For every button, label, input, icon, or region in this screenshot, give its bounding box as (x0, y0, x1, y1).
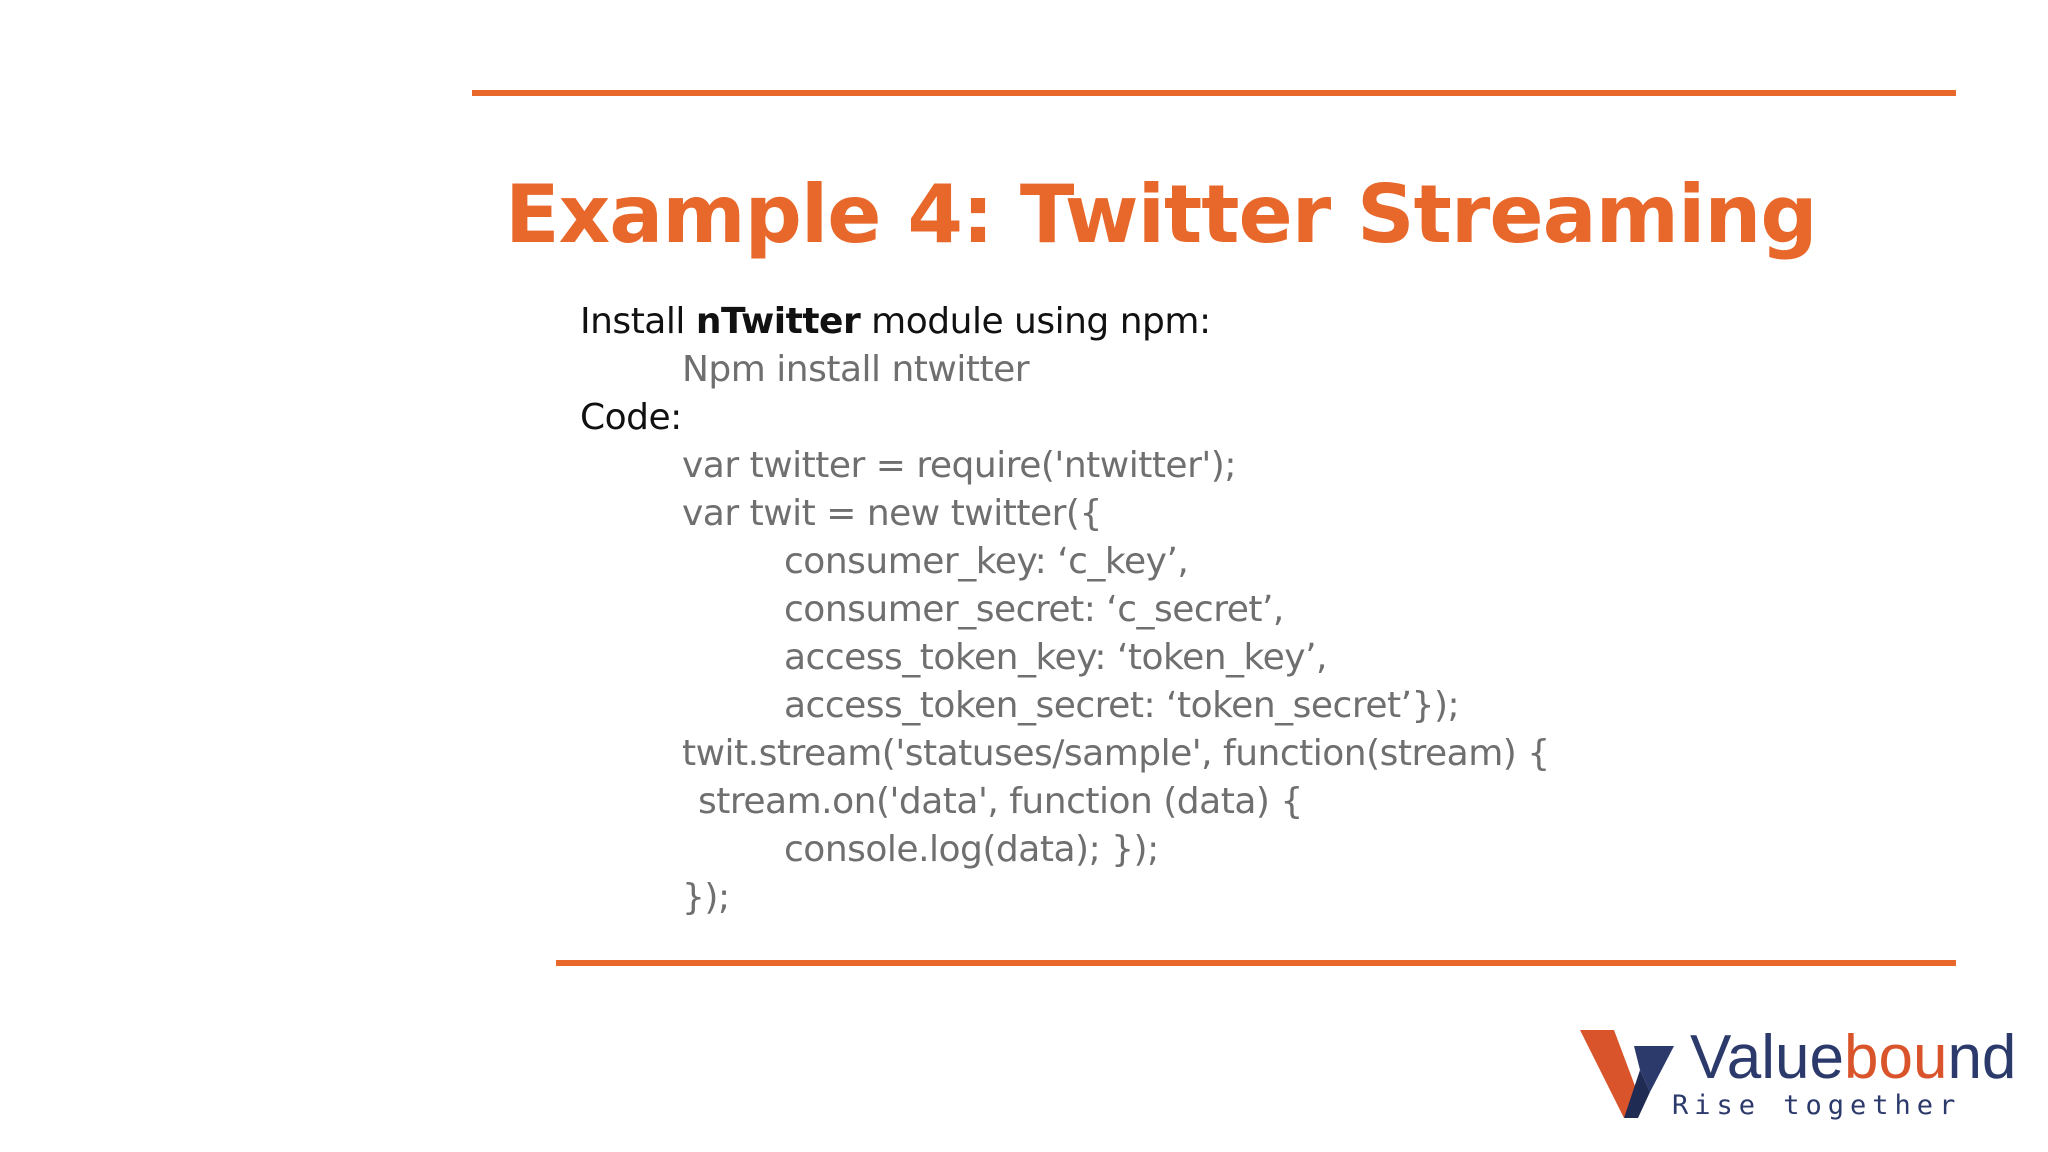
logo-mark-icon (1580, 1030, 1674, 1118)
logo-word-last: nd (1947, 1023, 2017, 1092)
logo-word-accent: bou (1843, 1023, 1948, 1092)
code-line: var twit = new twitter({ (682, 493, 1102, 534)
install-instruction (580, 298, 1780, 346)
logo-tagline: Rise together (1672, 1090, 1962, 1121)
slide-body (580, 298, 1780, 922)
module-name: nTwitter (695, 301, 861, 342)
install-suffix: module using npm: (860, 301, 1211, 342)
slide-title: Example 4: Twitter Streaming (505, 168, 1817, 261)
code-line: access_token_key: ‘token_key’, (784, 637, 1327, 678)
install-prefix: Install (580, 301, 696, 342)
code-line: stream.on('data', function (data) { (698, 781, 1303, 822)
logo-word-first: Value (1690, 1023, 1844, 1092)
code-label: Code: (580, 397, 682, 438)
install-command: Npm install ntwitter (682, 349, 1030, 390)
code-line: }); (682, 877, 730, 918)
code-line: consumer_secret: ‘c_secret’, (784, 589, 1284, 630)
code-line: console.log(data); }); (784, 829, 1159, 870)
bottom-divider (556, 960, 1956, 966)
valuebound-logo (1580, 1023, 2040, 1128)
code-line: access_token_secret: ‘token_secret’}); (784, 685, 1460, 726)
code-line: twit.stream('statuses/sample', function(stream) { (682, 733, 1550, 774)
code-line: var twitter = require('ntwitter'); (682, 445, 1236, 486)
top-divider (472, 90, 1956, 96)
logo-wordmark (1690, 1022, 2016, 1094)
code-line: consumer_key: ‘c_key’, (784, 541, 1189, 582)
